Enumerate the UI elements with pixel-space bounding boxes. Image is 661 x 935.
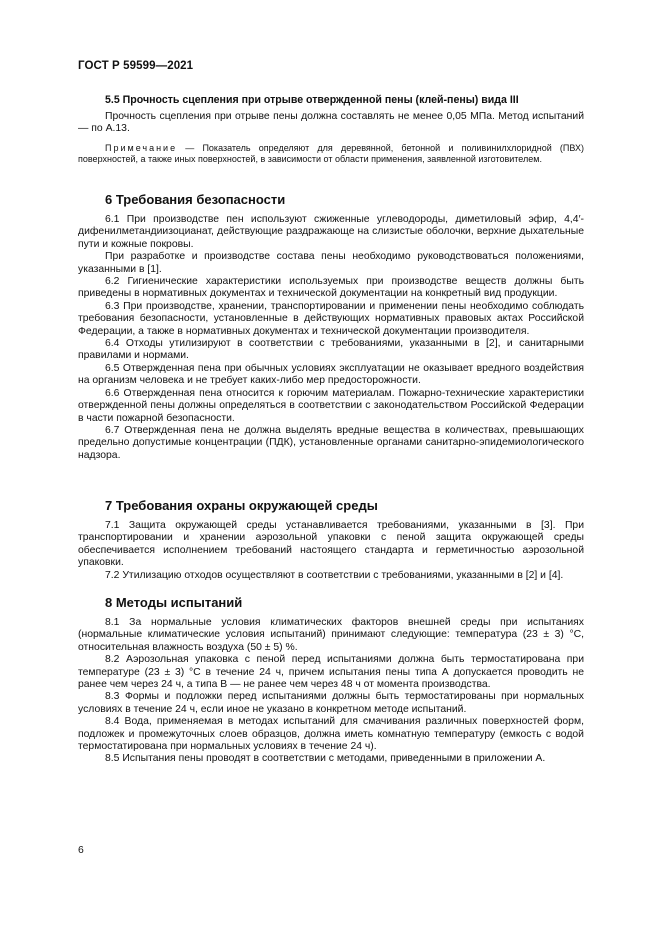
- section-6-title: 6 Требования безопасности: [105, 192, 286, 207]
- section-5-5-text: Прочность сцепления при отрыве пены должна составлять не менее 0,05 МПа. Метод испытаний — по А.13.: [78, 111, 584, 135]
- paragraph: 6.2 Гигиенические характеристики используемых при производстве веществ должны быть приведены в нормативных документах и технической документации на конкретный вид продукции.: [78, 276, 584, 300]
- paragraph: 7.2 Утилизацию отходов осуществляют в соответствии с требованиями, указанными в [2] и [4].: [105, 569, 564, 581]
- paragraph: 6.6 Отвержденная пена относится к горючим материалам. Пожарно-технические характеристики отвержденной пены должны определяться в соответствии с законодательством Российской Федерации в части пожарной безопасности.: [78, 387, 584, 424]
- section-7-title: 7 Требования охраны окружающей среды: [105, 498, 378, 513]
- section-6: [78, 192, 584, 462]
- paragraph: 8.5 Испытания пены проводят в соответствии с методами, приведенными в приложении А.: [105, 753, 546, 765]
- section-8: [78, 595, 584, 766]
- section-5-5-note: [78, 143, 584, 166]
- section-5-5: [78, 94, 584, 166]
- paragraph: 6.3 При производстве, хранении, транспортировании и применении пены необходимо соблюдать требования безопасности, установленные в действующих нормативных правовых актах Российской Федерации, а также в нормативных документах и технической документации производителя.: [78, 300, 584, 337]
- paragraph: 8.3 Формы и подложки перед испытаниями должны быть термостатированы при нормальных условиях в течение 24 ч, если иное не указано в конкретном методе испытаний.: [78, 691, 584, 715]
- paragraph: 6.1 При производстве пен используют сжиженные углеводороды, диметиловый эфир, 4,4′-дифенилметандиизоцианат, действующие раздражающе на слизистые оболочки, верхние дыхательные пути и кожные покровы.: [78, 214, 584, 250]
- note-text: — Показатель определяют для деревянной, бетонной и поливинилхлоридной (ПВХ) поверхностей, а также иных поверхностей, в зависимости от области применения, заявленной изготовителем.: [78, 142, 584, 165]
- note-label: Примечание: [105, 142, 178, 153]
- paragraph: 8.2 Аэрозольная упаковка с пеной перед испытаниями должна быть термостатирована при температуре (23 ± 3) °С в течение 24 ч, причем испытания пены типа А допускается проводить не ранее чем через 24 ч, а типа В — не ранее чем через 48 ч от момента производства.: [78, 654, 584, 691]
- paragraph: 6.7 Отвержденная пена не должна выделять вредные вещества в количествах, превышающих предельно допустимые концентрации (ПДК), установленные органами санитарно-эпидемиологического надзора.: [78, 424, 584, 461]
- paragraph: 7.1 Защита окружающей среды устанавливается требованиями, указанными в [3]. При транспортировании и хранении аэрозольной упаковки с пеной защита окружающей среды обеспечивается исполнением требований настоящего стандарта и герметичностью аэрозольной упаковки.: [78, 520, 584, 569]
- page-content: [78, 94, 584, 765]
- paragraph: 6.5 Отвержденная пена при обычных условиях эксплуатации не оказывает вредного воздействия на организм человека и не требует каких-либо мер предосторожности.: [78, 362, 584, 387]
- page-number: 6: [78, 845, 84, 856]
- section-7: [78, 498, 584, 582]
- section-8-title: 8 Методы испытаний: [105, 595, 243, 610]
- paragraph: 6.4 Отходы утилизируют в соответствии с требованиями, указанными в [2], и санитарными правилами и нормами.: [78, 338, 584, 362]
- paragraph: 8.4 Вода, применяемая в методах испытаний для смачивания различных поверхностей форм, подложек и промежуточных слоев образцов, должна иметь комнатную температуру (емкость с водой термостатирована при нормальных условиях в течение 24 ч).: [78, 716, 584, 753]
- document-header: ГОСТ Р 59599—2021: [78, 60, 194, 72]
- paragraph: При разработке и производстве состава пены необходимо руководствоваться положениями, указанными в [1].: [78, 251, 584, 275]
- paragraph: 8.1 За нормальные условия климатических факторов внешней среды при испытаниях (нормальные климатические условия испытаний) принимают следующие: температура (23 ± 3) °С, относительная влажность воздуха (50 ± 5) %.: [78, 617, 584, 653]
- section-5-5-title: 5.5 Прочность сцепления при отрыве отвержденной пены (клей-пены) вида III: [105, 94, 519, 106]
